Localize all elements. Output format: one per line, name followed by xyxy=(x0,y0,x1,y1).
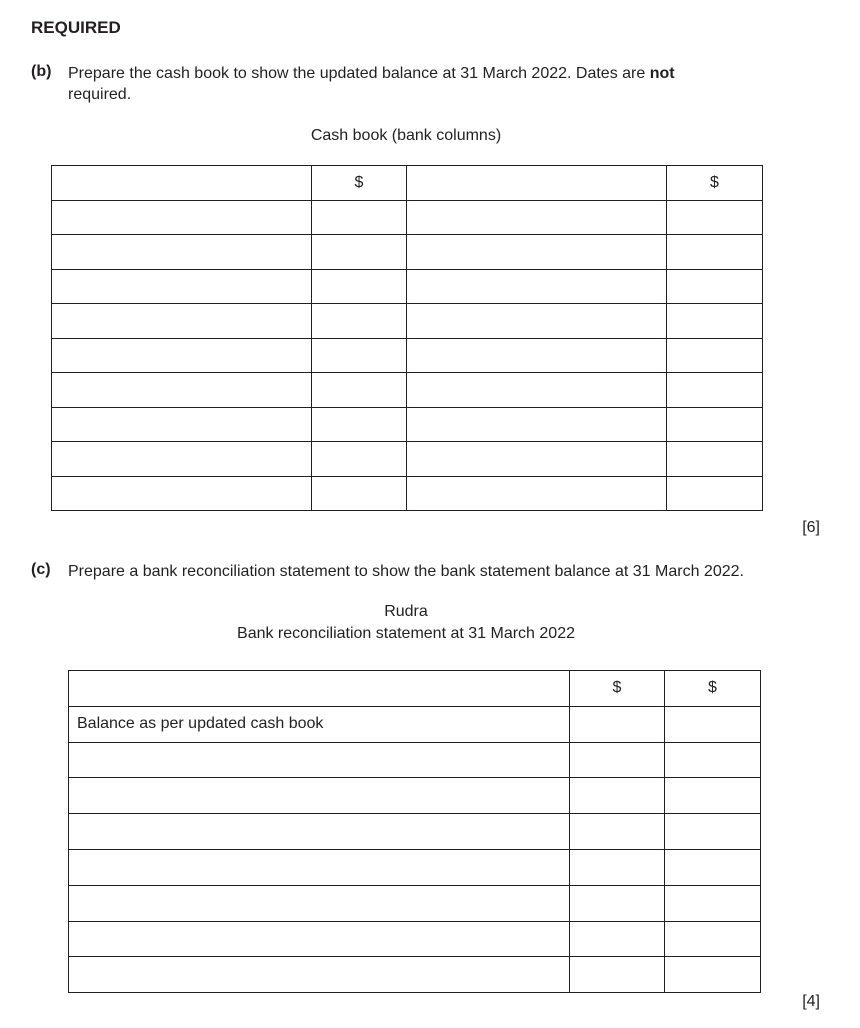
cash-book-cell[interactable] xyxy=(312,407,407,442)
reconciliation-cell[interactable] xyxy=(570,742,665,778)
reconciliation-title: Bank reconciliation statement at 31 March 2022 xyxy=(237,625,575,642)
cash-book-cell[interactable] xyxy=(407,235,667,270)
cash-book-cell[interactable] xyxy=(667,269,763,304)
cash-book-cell[interactable] xyxy=(407,476,667,511)
reconciliation-cell[interactable] xyxy=(665,957,761,993)
cash-book-cell[interactable] xyxy=(312,442,407,477)
cash-book-cell[interactable] xyxy=(667,407,763,442)
cash-book-cell[interactable] xyxy=(667,235,763,270)
cash-book-cell[interactable] xyxy=(667,304,763,339)
reconciliation-row xyxy=(69,921,761,957)
cash-book-cell[interactable] xyxy=(312,269,407,304)
question-b-emphasis: not xyxy=(649,65,675,82)
cash-book-cell[interactable] xyxy=(312,200,407,235)
reconciliation-row xyxy=(69,885,761,921)
bank-reconciliation-table xyxy=(68,670,761,993)
reconciliation-cell[interactable] xyxy=(570,814,665,850)
cash-book-cell[interactable] xyxy=(52,407,312,442)
reconciliation-cell[interactable] xyxy=(69,742,570,778)
cash-book-cell[interactable] xyxy=(52,235,312,270)
cash-book-cell[interactable] xyxy=(52,166,312,201)
business-name: Rudra xyxy=(384,603,428,620)
cash-book-row xyxy=(52,442,763,477)
reconciliation-first-row-label: Balance as per updated cash book xyxy=(69,706,570,742)
reconciliation-cell[interactable] xyxy=(665,706,761,742)
reconciliation-cell[interactable] xyxy=(570,849,665,885)
question-b-marks: [6] xyxy=(802,519,820,536)
cash-book-row xyxy=(52,407,763,442)
reconciliation-cell[interactable] xyxy=(665,814,761,850)
reconciliation-cell[interactable] xyxy=(69,849,570,885)
cash-book-cell[interactable] xyxy=(667,200,763,235)
cash-book-cell[interactable] xyxy=(407,338,667,373)
reconciliation-row xyxy=(69,706,761,742)
reconciliation-row xyxy=(69,814,761,850)
cash-book-cell[interactable] xyxy=(312,338,407,373)
reconciliation-cell[interactable] xyxy=(570,706,665,742)
reconciliation-cell[interactable] xyxy=(570,778,665,814)
cash-book-cell[interactable] xyxy=(52,200,312,235)
reconciliation-row xyxy=(69,778,761,814)
question-b-label: (b) xyxy=(31,63,52,80)
reconciliation-cell[interactable] xyxy=(570,921,665,957)
reconciliation-cell[interactable] xyxy=(570,885,665,921)
reconciliation-cell[interactable] xyxy=(665,778,761,814)
cash-book-row xyxy=(52,200,763,235)
cash-book-cell[interactable] xyxy=(52,442,312,477)
cash-book-currency-header: $ xyxy=(312,166,407,201)
reconciliation-currency-header: $ xyxy=(570,671,665,707)
cash-book-row xyxy=(52,235,763,270)
cash-book-cell[interactable] xyxy=(52,476,312,511)
cash-book-cell[interactable] xyxy=(52,373,312,408)
cash-book-cell[interactable] xyxy=(407,407,667,442)
cash-book-cell[interactable] xyxy=(407,442,667,477)
question-c-text: Prepare a bank reconciliation statement to show the bank statement balance at 31 March 2022. xyxy=(68,563,744,580)
question-b-text-main: Prepare the cash book to show the updated balance at 31 March 2022. Dates are xyxy=(68,65,650,82)
section-heading: REQUIRED xyxy=(31,18,121,37)
cash-book-cell[interactable] xyxy=(52,304,312,339)
question-c-label: (c) xyxy=(31,561,51,578)
cash-book-cell[interactable] xyxy=(312,304,407,339)
cash-book-cell[interactable] xyxy=(407,166,667,201)
cash-book-row xyxy=(52,304,763,339)
reconciliation-row xyxy=(69,849,761,885)
reconciliation-cell[interactable] xyxy=(570,957,665,993)
cash-book-cell[interactable] xyxy=(407,373,667,408)
reconciliation-cell[interactable] xyxy=(69,671,570,707)
cash-book-currency-header: $ xyxy=(667,166,763,201)
reconciliation-cell[interactable] xyxy=(69,885,570,921)
reconciliation-cell[interactable] xyxy=(665,885,761,921)
cash-book-table xyxy=(51,165,763,511)
cash-book-cell[interactable] xyxy=(52,269,312,304)
cash-book-row xyxy=(52,269,763,304)
cash-book-cell[interactable] xyxy=(52,338,312,373)
cash-book-header-row xyxy=(52,166,763,201)
cash-book-cell[interactable] xyxy=(667,373,763,408)
cash-book-row xyxy=(52,338,763,373)
reconciliation-cell[interactable] xyxy=(665,742,761,778)
cash-book-cell[interactable] xyxy=(312,373,407,408)
cash-book-cell[interactable] xyxy=(407,269,667,304)
cash-book-row xyxy=(52,373,763,408)
cash-book-title: Cash book (bank columns) xyxy=(310,127,502,144)
reconciliation-row xyxy=(69,957,761,993)
cash-book-cell[interactable] xyxy=(667,442,763,477)
reconciliation-cell[interactable] xyxy=(69,921,570,957)
cash-book-cell[interactable] xyxy=(667,476,763,511)
reconciliation-currency-header: $ xyxy=(665,671,761,707)
cash-book-cell[interactable] xyxy=(667,338,763,373)
cash-book-cell[interactable] xyxy=(312,476,407,511)
reconciliation-cell[interactable] xyxy=(69,957,570,993)
reconciliation-header-row xyxy=(69,671,761,707)
reconciliation-cell[interactable] xyxy=(69,778,570,814)
question-c-marks: [4] xyxy=(802,993,820,1010)
cash-book-cell[interactable] xyxy=(407,200,667,235)
cash-book-row xyxy=(52,476,763,511)
cash-book-cell[interactable] xyxy=(312,235,407,270)
reconciliation-cell[interactable] xyxy=(665,921,761,957)
reconciliation-cell[interactable] xyxy=(665,849,761,885)
cash-book-cell[interactable] xyxy=(407,304,667,339)
reconciliation-row xyxy=(69,742,761,778)
question-b-text xyxy=(68,63,820,84)
reconciliation-cell[interactable] xyxy=(69,814,570,850)
question-b-text-line2: required. xyxy=(68,86,132,103)
